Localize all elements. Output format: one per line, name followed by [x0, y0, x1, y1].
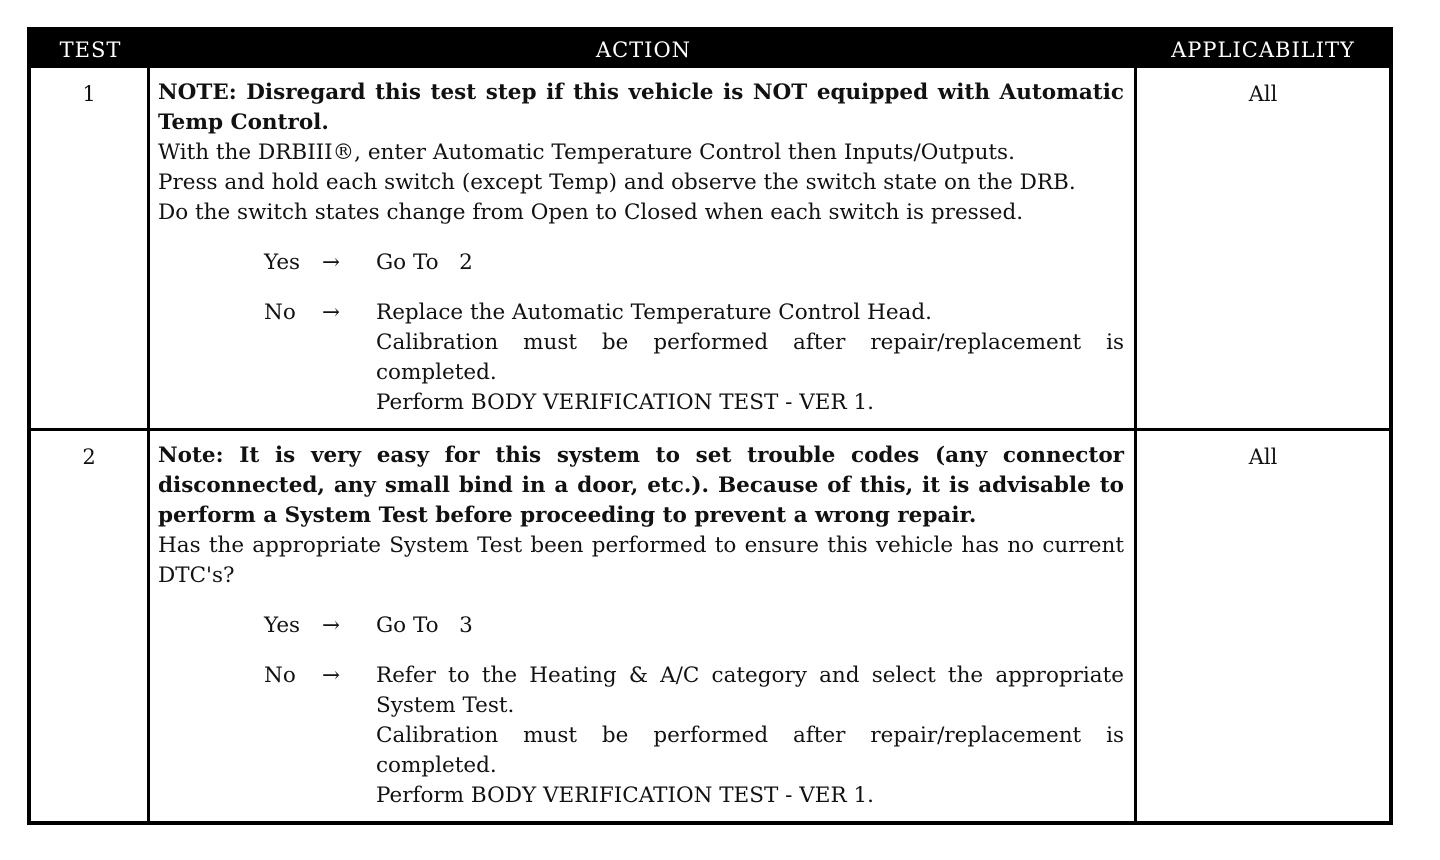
step-note: Note: It is very easy for this system to set trouble codes (any connector disconnected, any small bind in a door, etc.). Because of this, it is advisable to perform a System Test before proceeding to prevent a wrong repair. [158, 443, 1124, 528]
no-label: No [264, 300, 296, 325]
yes-outcome [264, 248, 1124, 278]
applicability-value: All [1248, 445, 1278, 469]
arrow-right-icon: → [322, 250, 341, 275]
no-action-line: Refer to the Heating & A/C category and select the appropriate System Test. [376, 663, 1124, 718]
instruction-line: Do the switch states change from Open to Closed when each switch is pressed. [158, 200, 1024, 225]
yes-label: Yes [264, 250, 301, 275]
arrow-right-icon: → [322, 663, 341, 688]
diagnostic-test-table [27, 27, 1393, 825]
arrow-right-icon: → [322, 613, 341, 638]
no-action-line: Replace the Automatic Temperature Control Head. [376, 300, 932, 325]
table-row [31, 68, 1389, 428]
yes-label: Yes [264, 613, 301, 638]
header-test: TEST [59, 37, 122, 62]
yes-goto: Go To 3 [376, 613, 473, 638]
no-action-line: Calibration must be performed after repair/replacement is completed. [376, 723, 1124, 778]
action-cell [150, 431, 1137, 821]
no-action-line: Perform BODY VERIFICATION TEST - VER 1. [376, 783, 875, 808]
no-outcome [264, 661, 1124, 811]
test-number: 1 [31, 68, 150, 428]
step-question: Has the appropriate System Test been performed to ensure this vehicle has no current DTC's? [158, 533, 1124, 588]
table-header [31, 31, 1389, 68]
step-note: NOTE: Disregard this test step if this vehicle is NOT equipped with Automatic Temp Control. [158, 80, 1124, 135]
header-applicability: APPLICABILITY [1171, 37, 1355, 62]
arrow-right-icon: → [322, 300, 341, 325]
no-outcome [264, 298, 1124, 418]
applicability-value: All [1248, 82, 1278, 106]
step-instructions [158, 138, 1124, 228]
table-row [31, 428, 1389, 821]
yes-goto: Go To 2 [376, 250, 473, 275]
instruction-line: Press and hold each switch (except Temp) and observe the switch state on the DRB. [158, 170, 1076, 195]
no-actions [376, 661, 1124, 811]
action-cell [150, 68, 1137, 428]
no-label: No [264, 663, 296, 688]
no-action-line: Perform BODY VERIFICATION TEST - VER 1. [376, 390, 875, 415]
header-action: ACTION [595, 37, 692, 62]
no-actions [376, 298, 1124, 418]
no-action-line: Calibration must be performed after repair/replacement is completed. [376, 330, 1124, 385]
test-number: 2 [31, 431, 150, 821]
instruction-line: With the DRBIII®, enter Automatic Temperature Control then Inputs/Outputs. [158, 140, 1015, 165]
yes-outcome [264, 611, 1124, 641]
